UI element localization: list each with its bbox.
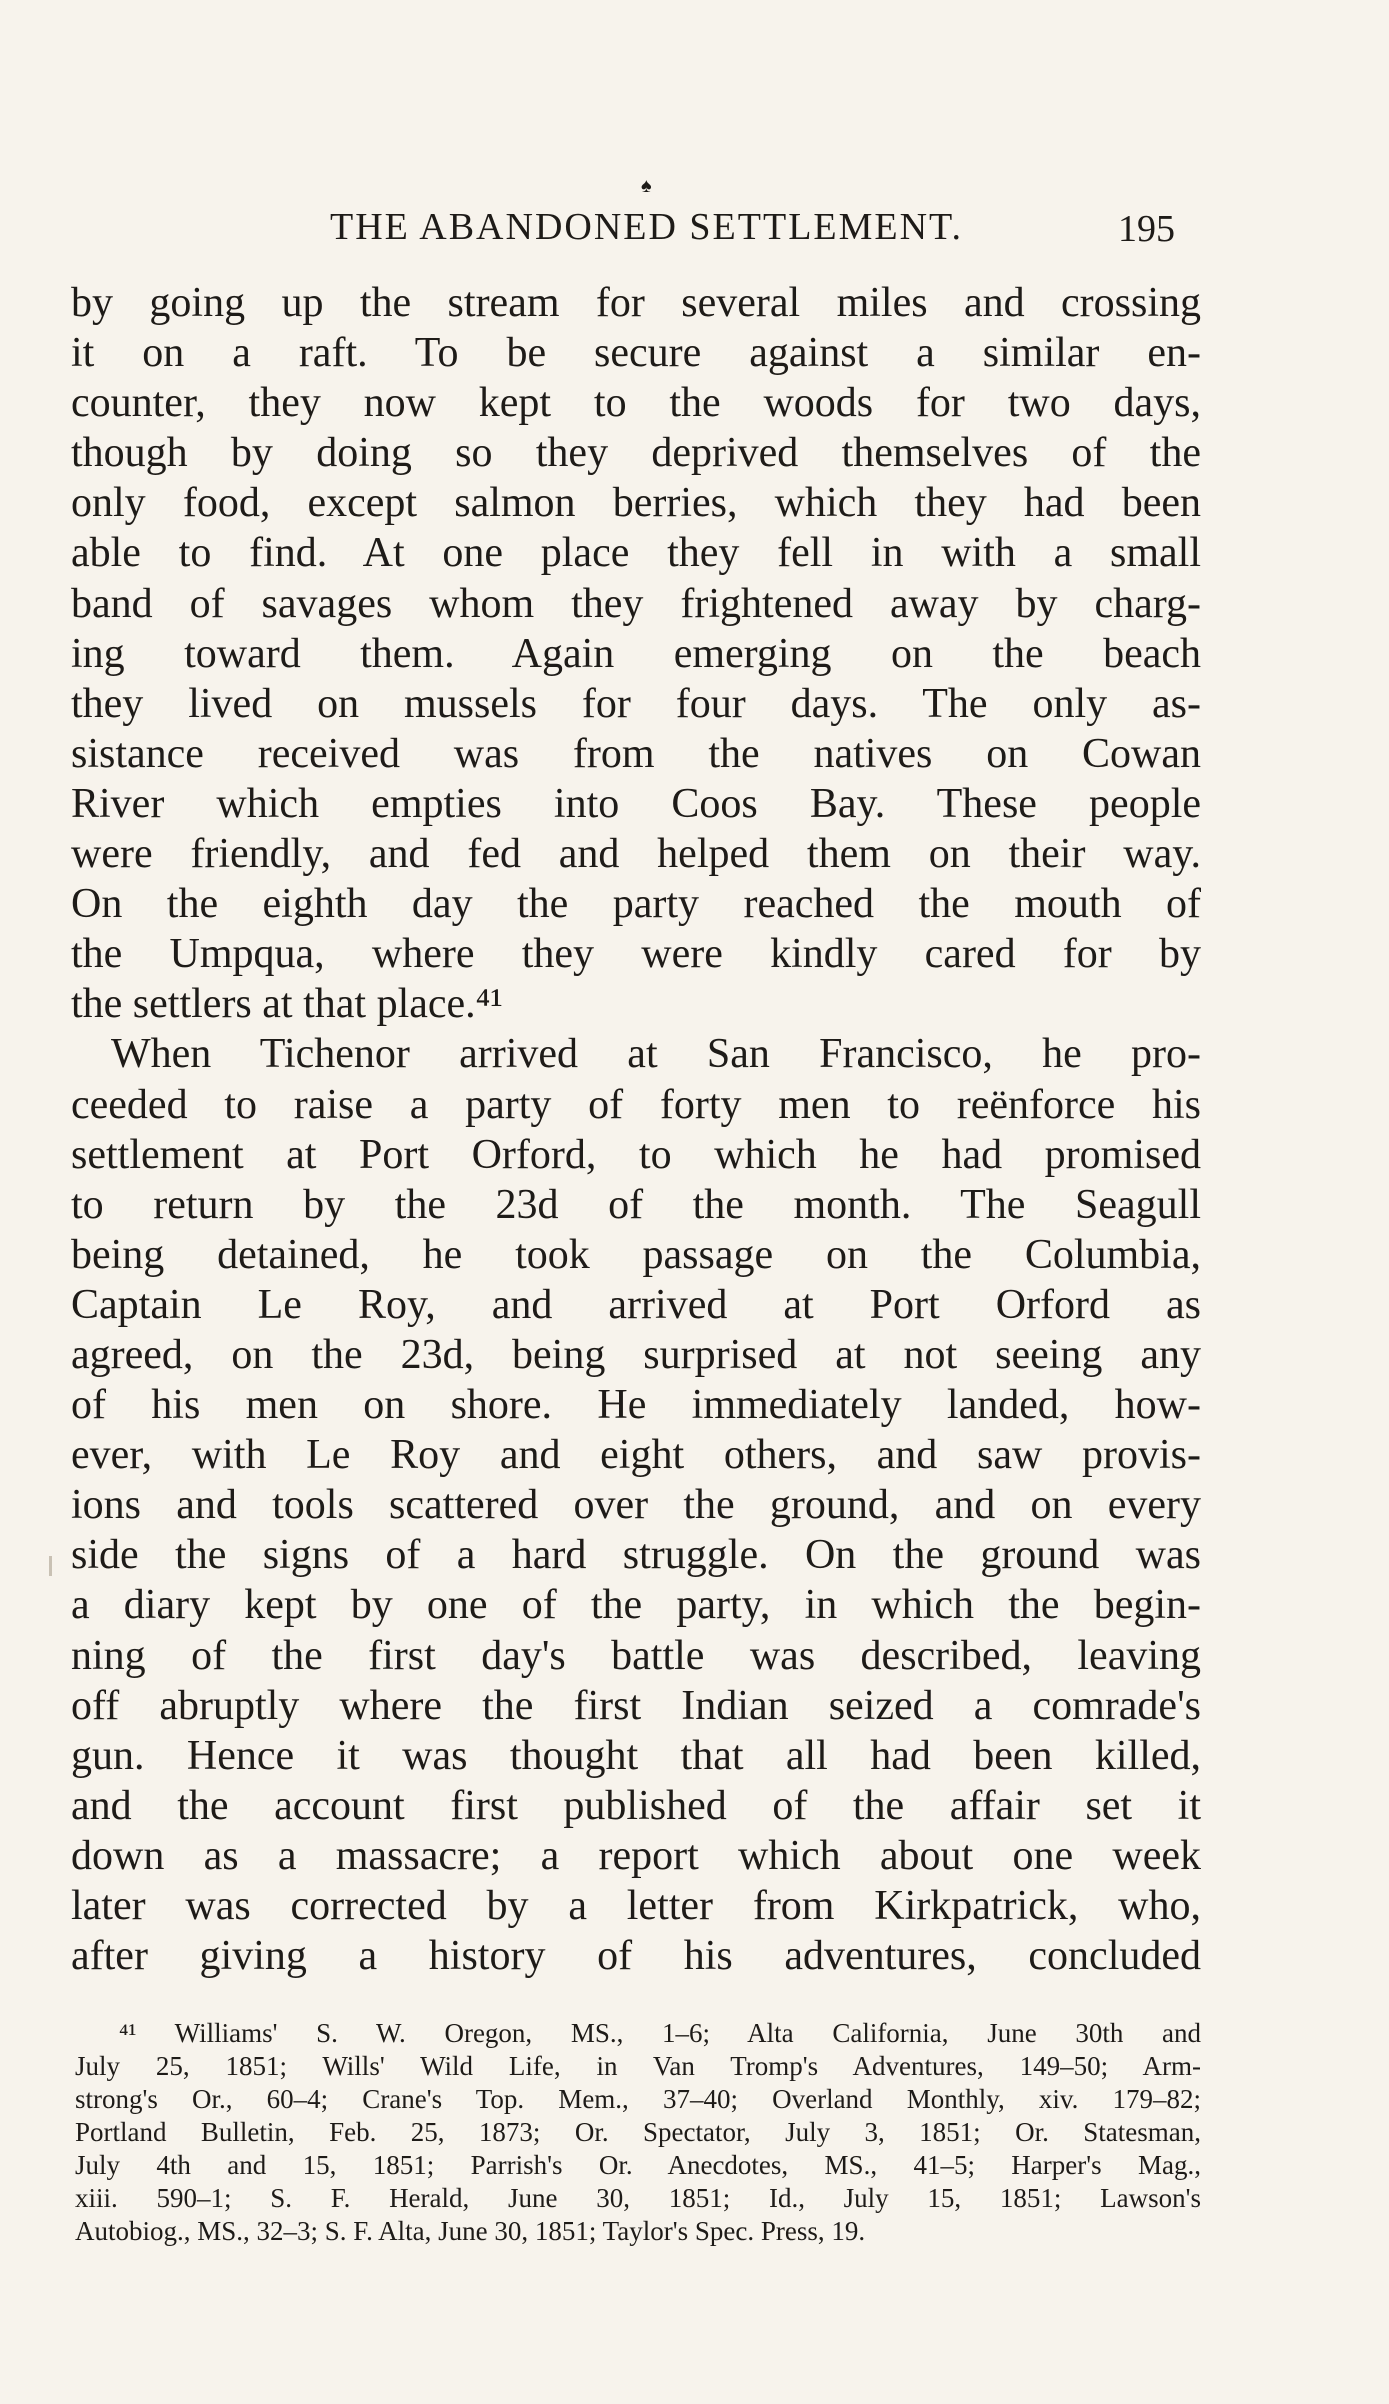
- page-number: 195: [1118, 208, 1175, 250]
- body-line: able to find. At one place they fell in with a small: [71, 530, 1201, 577]
- body-line: only food, except salmon berries, which they had been: [71, 480, 1201, 527]
- body-line: off abruptly where the first Indian seized a comrade's: [71, 1682, 1201, 1729]
- body-line: after giving a history of his adventures, concluded: [71, 1933, 1201, 1980]
- body-line: it on a raft. To be secure against a similar en-: [71, 330, 1201, 377]
- body-line: of his men on shore. He immediately landed, how-: [71, 1382, 1201, 1429]
- body-line: counter, they now kept to the woods for two days,: [71, 380, 1201, 427]
- margin-smudge: [49, 1556, 52, 1576]
- body-line: though by doing so they deprived themselves of the: [71, 430, 1201, 477]
- body-line: were friendly, and fed and helped them on their way.: [71, 831, 1201, 878]
- body-line: being detained, he took passage on the Columbia,: [71, 1231, 1201, 1278]
- footnote-line: July 4th and 15, 1851; Parrish's Or. Anecdotes, MS., 41–5; Harper's Mag.,: [75, 2150, 1201, 2180]
- body-line: by going up the stream for several miles and crossing: [71, 280, 1201, 326]
- printer-mark: ♠: [641, 175, 652, 197]
- footnote-line: xiii. 590–1; S. F. Herald, June 30, 1851; Id., July 15, 1851; Lawson's: [75, 2183, 1201, 2213]
- body-line: side the signs of a hard struggle. On the ground was: [71, 1532, 1201, 1579]
- body-line: ever, with Le Roy and eight others, and saw provis-: [71, 1432, 1201, 1479]
- body-line: down as a massacre; a report which about one week: [71, 1832, 1201, 1879]
- body-line: ions and tools scattered over the ground, and on every: [71, 1482, 1201, 1529]
- body-line: Captain Le Roy, and arrived at Port Orford as: [71, 1281, 1201, 1328]
- running-title: THE ABANDONED SETTLEMENT.: [330, 206, 963, 248]
- footnote-block: [75, 2017, 1201, 2248]
- footnote-line: July 25, 1851; Wills' Wild Life, in Van Tromp's Adventures, 149–50; Arm-: [75, 2051, 1201, 2081]
- footnote-line: ⁴¹ Williams' S. W. Oregon, MS., 1–6; Alta California, June 30th and: [119, 2018, 1201, 2048]
- body-line: sistance received was from the natives on Cowan: [71, 730, 1201, 777]
- body-line: later was corrected by a letter from Kirkpatrick, who,: [71, 1883, 1201, 1929]
- body-line: to return by the 23d of the month. The Seagull: [71, 1181, 1201, 1228]
- body-line: band of savages whom they frightened away by charg-: [71, 580, 1201, 627]
- body-text: [71, 278, 1201, 1981]
- body-line: settlement at Port Orford, to which he had promised: [71, 1131, 1201, 1178]
- body-line: ning of the first day's battle was described, leaving: [71, 1632, 1201, 1679]
- body-line: they lived on mussels for four days. The only as-: [71, 680, 1201, 727]
- body-line: the Umpqua, where they were kindly cared for by: [71, 931, 1201, 978]
- body-line: agreed, on the 23d, being surprised at not seeing any: [71, 1331, 1201, 1378]
- body-line: and the account first published of the affair set it: [71, 1782, 1201, 1829]
- body-line: On the eighth day the party reached the mouth of: [71, 881, 1201, 928]
- body-line: ing toward them. Again emerging on the beach: [71, 630, 1201, 677]
- footnote-line: Portland Bulletin, Feb. 25, 1873; Or. Spectator, July 3, 1851; Or. Statesman,: [75, 2117, 1201, 2147]
- body-line: ceeded to raise a party of forty men to reënforce his: [71, 1081, 1201, 1128]
- body-line-paragraph-end: the settlers at that place.⁴¹: [71, 981, 503, 1028]
- footnote-line: strong's Or., 60–4; Crane's Top. Mem., 37–40; Overland Monthly, xiv. 179–82;: [75, 2084, 1201, 2114]
- body-line: a diary kept by one of the party, in which the begin-: [71, 1582, 1201, 1629]
- body-line-paragraph-start: When Tichenor arrived at San Francisco, he pro-: [111, 1031, 1201, 1078]
- footnote-line: Autobiog., MS., 32–3; S. F. Alta, June 30, 1851; Taylor's Spec. Press, 19.: [75, 2216, 866, 2246]
- body-line: gun. Hence it was thought that all had been killed,: [71, 1732, 1201, 1779]
- body-line: River which empties into Coos Bay. These people: [71, 780, 1201, 827]
